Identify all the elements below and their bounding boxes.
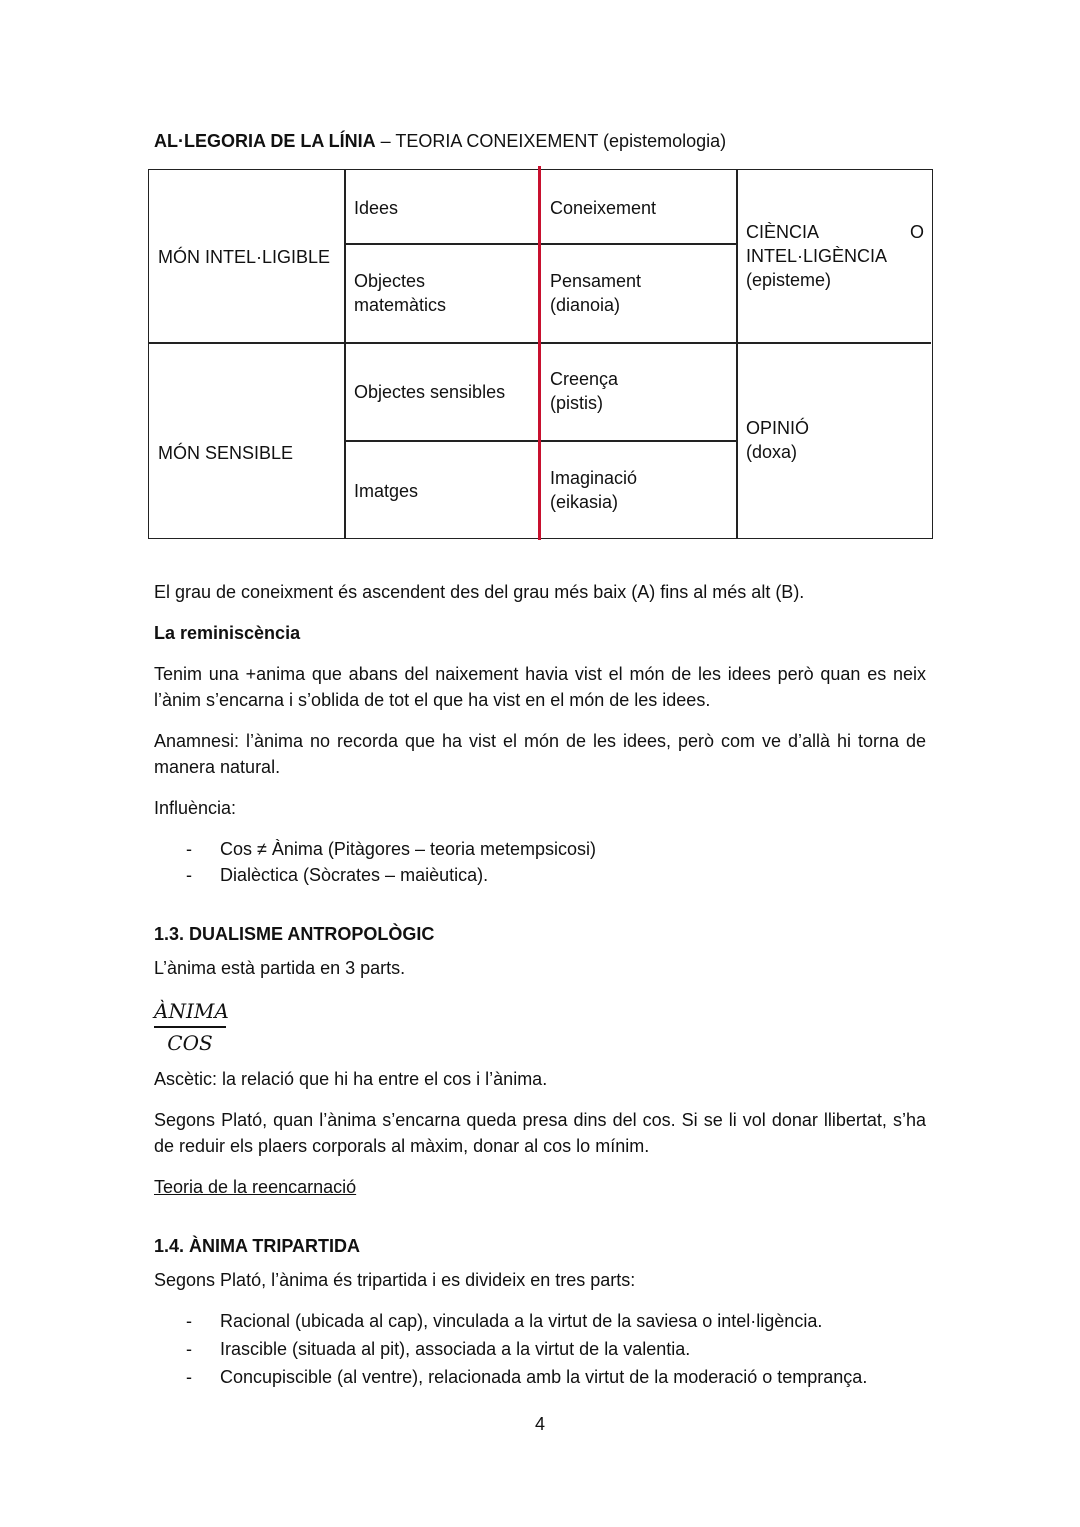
cell-knowledge: Coneixement (550, 198, 657, 218)
cell-science-line3: (episteme) (746, 270, 832, 290)
paragraph-segons-2: Segons Plató, l’ànima és tripartida i es divideix en tres parts: (154, 1270, 636, 1290)
list-item-text: Concupiscible (al ventre), relacionada amb la virtut de la moderació o temprança. (220, 1367, 868, 1387)
paragraph-anima-partida: L’ànima està partida en 3 parts. (154, 958, 406, 978)
list-item (186, 1336, 690, 1362)
cell-thought-line2: (dianoia) (550, 295, 621, 315)
cell-imagination (550, 466, 637, 514)
cell-world-sensible: MÓN SENSIBLE (158, 443, 294, 463)
table-col-divider-3 (736, 170, 738, 538)
cell-opinion-line2: (doxa) (746, 442, 798, 462)
cell-science-word: CIÈNCIA (746, 222, 820, 242)
cell-object-images: Imatges (354, 481, 419, 501)
fraction-denominator: COS (167, 1031, 213, 1055)
paragraph-grau: El grau de coneixment és ascendent des del grau més baix (A) fins al més alt (B). (154, 582, 805, 602)
title-rest: – TEORIA CONEIXEMENT (epistemologia) (375, 131, 727, 151)
paragraph-tenim: Tenim una +anima que abans del naixement havia vist el món de les idees però quan es neix l’ànim s’encarna i s’oblida de tot el que ha vist en el món de les idees. (154, 664, 926, 710)
cell-opinion-line1: OPINIÓ (746, 418, 810, 438)
cell-imagination-line2: (eikasia) (550, 492, 619, 512)
paragraph-ascetic: Ascètic: la relació que hi ha entre el cos i l’ànima. (154, 1069, 548, 1089)
fraction-bar (154, 1026, 226, 1028)
list-item-text: Irascible (situada al pit), associada a la virtut de la valentia. (220, 1339, 691, 1359)
red-divider-line (538, 166, 541, 540)
cell-science-line2: INTEL·LIGÈNCIA (746, 246, 888, 266)
list-item (186, 1364, 867, 1390)
heading-tripartida: 1.4. ÀNIMA TRIPARTIDA (154, 1236, 361, 1256)
cell-thought (550, 269, 641, 317)
list-dash: - (186, 1367, 192, 1387)
heading-dualisme: 1.3. DUALISME ANTROPOLÒGIC (154, 924, 435, 944)
cell-science-or: O (909, 222, 924, 242)
cell-opinion (746, 416, 809, 464)
table-col-divider-1 (344, 170, 346, 538)
cell-thought-line1: Pensament (550, 271, 642, 291)
cell-object-ideas: Idees (354, 198, 399, 218)
section-title (154, 128, 726, 154)
list-dash: - (186, 865, 192, 885)
list-dash: - (186, 839, 192, 859)
paragraph-anamnesi: Anamnesi: l’ànima no recorda que ha vist el món de les idees, però com ve d’allà hi torna de manera natural. (154, 731, 926, 777)
link-reencarnacio[interactable]: Teoria de la reencarnació (154, 1177, 357, 1197)
cell-imagination-line1: Imaginació (550, 468, 638, 488)
page-number: 4 (534, 1414, 545, 1434)
cell-belief-line2: (pistis) (550, 393, 603, 413)
cell-object-math-line1: Objectes (354, 271, 426, 291)
list-dash: - (186, 1339, 192, 1359)
list-item-text: Dialèctica (Sòcrates – maièutica). (220, 865, 489, 885)
list-item (186, 1308, 822, 1334)
cell-belief (550, 367, 618, 415)
cell-world-intelligible: MÓN INTEL·LIGIBLE (158, 247, 331, 267)
list-item-text: Racional (ubicada al cap), vinculada a la virtut de la saviesa o intel·ligència. (220, 1311, 823, 1331)
cell-belief-line1: Creença (550, 369, 619, 389)
soul-body-fraction (154, 998, 229, 1056)
paragraph-influencia: Influència: (154, 798, 237, 818)
paragraph-segons-1: Segons Plató, quan l’ànima s’encarna queda presa dins del cos. Si se li vol donar llibertat, s’ha de reduir els plaers corporals al màxim, donar al cos lo mínim. (154, 1110, 926, 1156)
list-item-text: Cos ≠ Ànima (Pitàgores – teoria metempsicosi) (220, 839, 597, 859)
cell-object-math-line2: matemàtics (354, 295, 447, 315)
list-dash: - (186, 1311, 192, 1331)
list-item (186, 862, 488, 888)
heading-reminiscencia: La reminiscència (154, 623, 301, 643)
cell-object-math (354, 269, 446, 317)
cell-object-sensible: Objectes sensibles (354, 382, 506, 402)
cell-science (746, 220, 924, 292)
fraction-numerator: ÀNIMA (154, 999, 229, 1023)
list-item (186, 836, 596, 862)
cell-science-line1 (746, 220, 924, 244)
title-bold: AL·LEGORIA DE LA LÍNIA (154, 131, 376, 151)
